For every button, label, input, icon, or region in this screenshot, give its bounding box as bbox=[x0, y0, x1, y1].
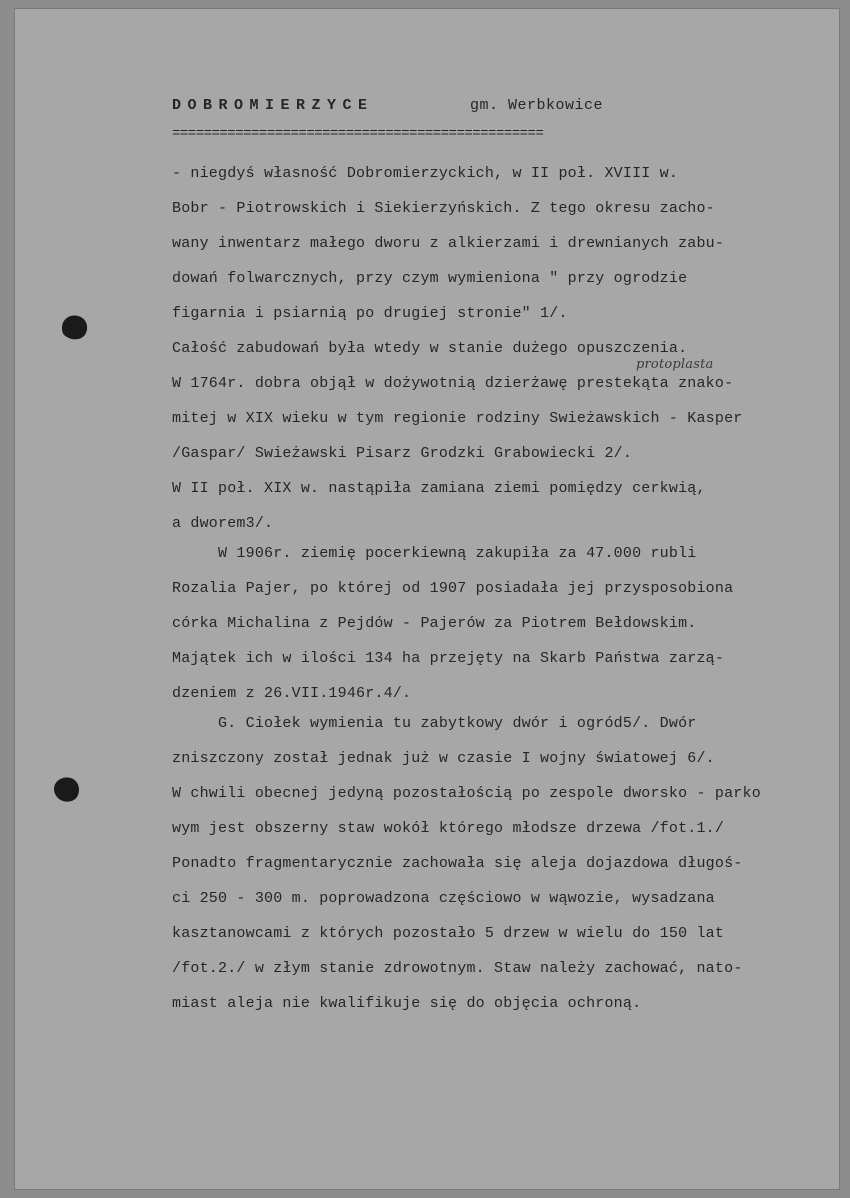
text-line-11: a dworem3/. bbox=[172, 515, 274, 532]
text-line-25: miast aleja nie kwalifikuje się do objęcia ochroną. bbox=[172, 995, 642, 1012]
text-line-8: mitej w XIX wieku w tym regionie rodziny Swieżawskich - Kasper bbox=[172, 410, 743, 427]
text-line-18: zniszczony został jednak już w czasie I wojny światowej 6/. bbox=[172, 750, 715, 767]
text-line-5: figarnia i psiarnią po drugiej stronie" 1/. bbox=[172, 305, 568, 322]
punch-hole-lower bbox=[50, 772, 84, 806]
handwritten-correction: protoplasta bbox=[636, 357, 714, 372]
text-line-14: córka Michalina z Pejdów - Pajerów za Piotrem Bełdowskim. bbox=[172, 615, 697, 632]
text-line-12: W 1906r. ziemię pocerkiewną zakupiła za 47.000 rubli bbox=[172, 545, 697, 562]
text-line-21: Ponadto fragmentarycznie zachowała się aleja dojazdowa długoś- bbox=[172, 855, 743, 872]
text-line-17: G. Ciołek wymienia tu zabytkowy dwór i ogród5/. Dwór bbox=[172, 715, 697, 732]
page-title: DOBROMIERZYCE bbox=[172, 97, 374, 114]
text-line-7: W 1764r. dobra objął w dożywotnią dzierżawę prestekąta znako- bbox=[172, 375, 734, 392]
text-line-19: W chwili obecnej jedyną pozostałością po zespole dworsko - parko bbox=[172, 785, 761, 802]
text-line-22: ci 250 - 300 m. poprowadzona częściowo w wąwozie, wysadzana bbox=[172, 890, 715, 907]
text-line-10: W II poł. XIX w. nastąpiła zamiana ziemi pomiędzy cerkwią, bbox=[172, 480, 706, 497]
text-line-1: - niegdyś własność Dobromierzyckich, w II poł. XVIII w. bbox=[172, 165, 679, 182]
text-line-24: /fot.2./ w złym stanie zdrowotnym. Staw należy zachować, nato- bbox=[172, 960, 743, 977]
text-line-20: wym jest obszerny staw wokół którego młodsze drzewa /fot.1./ bbox=[172, 820, 725, 837]
text-line-13: Rozalia Pajer, po której od 1907 posiadała jej przysposobiona bbox=[172, 580, 734, 597]
title-underline: =============================================== bbox=[172, 126, 544, 142]
text-line-16: dzeniem z 26.VII.1946r.4/. bbox=[172, 685, 412, 702]
text-line-3: wany inwentarz małego dworu z alkierzami i drewnianych zabu- bbox=[172, 235, 725, 252]
text-line-23: kasztanowcami z których pozostało 5 drzew w wielu do 150 lat bbox=[172, 925, 725, 942]
text-line-2: Bobr - Piotrowskich i Siekierzyńskich. Z tego okresu zacho- bbox=[172, 200, 715, 217]
text-line-15: Majątek ich w ilości 134 ha przejęty na Skarb Państwa zarzą- bbox=[172, 650, 725, 667]
text-line-4: dowań folwarcznych, przy czym wymieniona " przy ogrodzie bbox=[172, 270, 688, 287]
text-line-9: /Gaspar/ Swieżawski Pisarz Grodzki Grabowiecki 2/. bbox=[172, 445, 633, 462]
text-line-6: Całość zabudowań była wtedy w stanie dużego opuszczenia. bbox=[172, 340, 688, 357]
punch-hole-upper bbox=[58, 310, 92, 344]
page-subtitle: gm. Werbkowice bbox=[470, 97, 604, 114]
